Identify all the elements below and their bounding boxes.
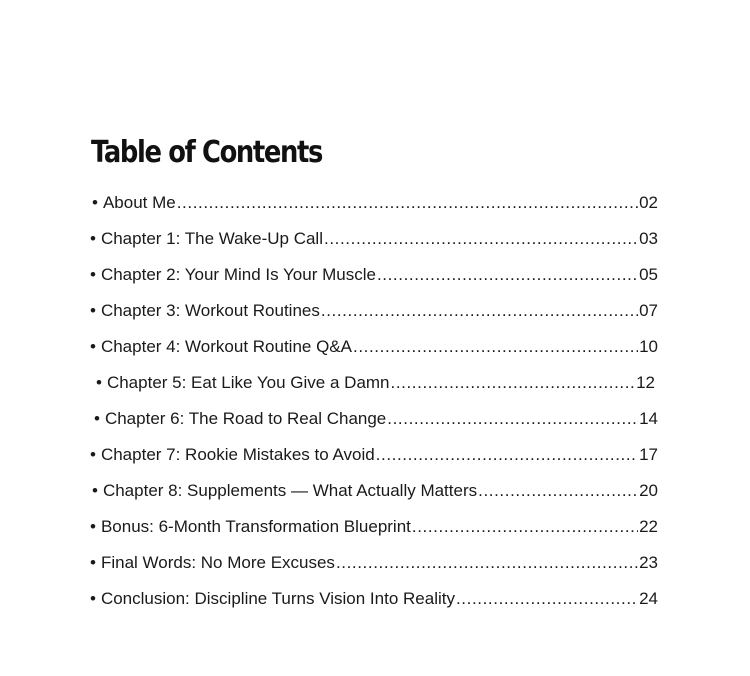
toc-entry <box>90 301 658 337</box>
toc-entry-label: Conclusion: Discipline Turns Vision Into Reality <box>100 589 455 608</box>
toc-entry-page: 05 <box>639 265 658 284</box>
toc-entry-page: 24 <box>639 589 658 608</box>
bullet: • <box>96 373 102 392</box>
toc-entry <box>90 445 658 481</box>
toc-entry-page: 02 <box>639 193 658 212</box>
toc-entry <box>90 517 658 553</box>
toc-entry-page: 20 <box>639 481 658 500</box>
toc-entry-page: 03 <box>639 229 658 248</box>
dot-leader <box>456 589 638 609</box>
toc-entry-page: 14 <box>639 409 658 428</box>
bullet: • <box>92 481 98 500</box>
bullet: • <box>90 445 96 464</box>
toc-entry-page: 12 <box>636 373 655 392</box>
dot-leader <box>412 517 638 537</box>
bullet: • <box>90 301 96 320</box>
dot-leader <box>177 193 638 213</box>
dot-leader <box>324 229 638 249</box>
toc-entry-page: 10 <box>639 337 658 356</box>
toc-entry <box>90 229 658 265</box>
toc-entry-page: 07 <box>639 301 658 320</box>
toc-entry-page: 22 <box>639 517 658 536</box>
toc-entry <box>90 193 658 229</box>
toc-entry-label: Final Words: No More Excuses <box>100 553 335 572</box>
toc-entry-label: Chapter 3: Workout Routines <box>100 301 320 320</box>
toc-entry <box>90 481 658 517</box>
toc-entry <box>90 589 658 625</box>
toc-entry-label: Bonus: 6-Month Transformation Blueprint <box>100 517 411 536</box>
dot-leader <box>387 409 638 429</box>
dot-leader <box>321 301 638 321</box>
toc-entry <box>90 553 658 589</box>
bullet: • <box>90 337 96 356</box>
toc-list <box>90 193 658 625</box>
toc-entry-label: Chapter 4: Workout Routine Q&A <box>100 337 352 356</box>
toc-entry <box>90 409 658 445</box>
dot-leader <box>353 337 638 357</box>
toc-entry-label: Chapter 7: Rookie Mistakes to Avoid <box>100 445 375 464</box>
bullet: • <box>92 193 98 212</box>
dot-leader <box>391 373 636 393</box>
bullet: • <box>90 229 96 248</box>
dot-leader <box>377 265 638 285</box>
toc-entry-page: 17 <box>639 445 658 464</box>
toc-entry <box>90 337 658 373</box>
toc-entry-label: About Me <box>102 193 176 212</box>
toc-entry <box>90 265 658 301</box>
dot-leader <box>376 445 638 465</box>
dot-leader <box>478 481 638 501</box>
toc-title: Table of Contents <box>91 135 322 170</box>
toc-entry-label: Chapter 8: Supplements — What Actually Matters <box>102 481 478 500</box>
bullet: • <box>90 517 96 536</box>
toc-entry-label: Chapter 6: The Road to Real Change <box>104 409 387 428</box>
toc-entry-label: Chapter 1: The Wake-Up Call <box>100 229 323 248</box>
toc-entry <box>90 373 658 409</box>
toc-entry-label: Chapter 5: Eat Like You Give a Damn <box>106 373 390 392</box>
bullet: • <box>94 409 100 428</box>
toc-entry-page: 23 <box>639 553 658 572</box>
bullet: • <box>90 553 96 572</box>
dot-leader <box>336 553 638 573</box>
bullet: • <box>90 265 96 284</box>
bullet: • <box>90 589 96 608</box>
toc-entry-label: Chapter 2: Your Mind Is Your Muscle <box>100 265 376 284</box>
